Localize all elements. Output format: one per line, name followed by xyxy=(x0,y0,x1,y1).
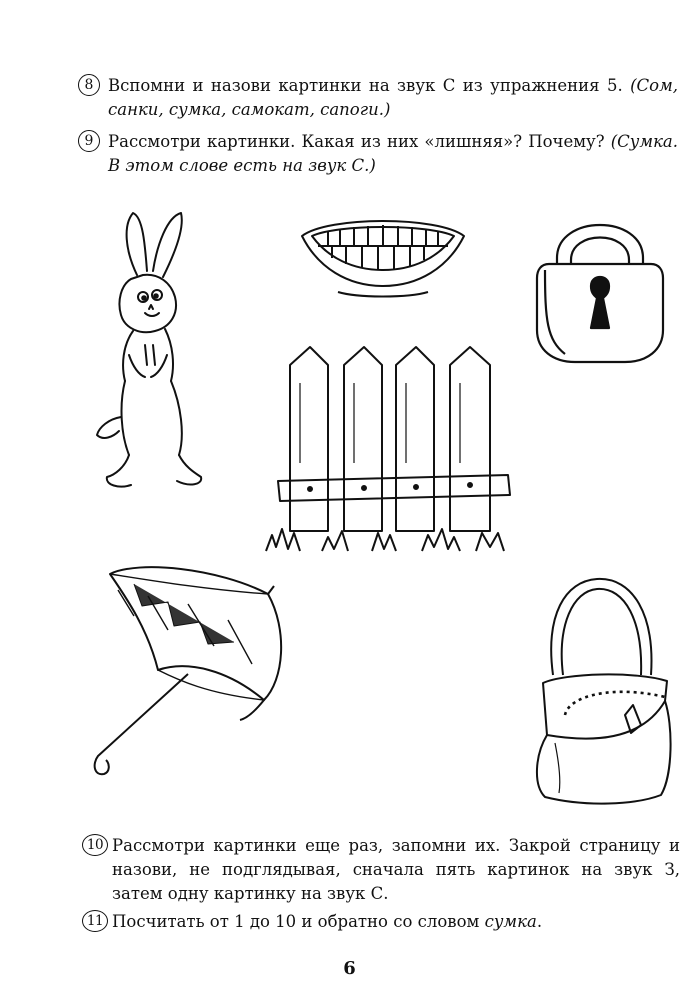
task-8-answer: (Сом, санки, сумка, самокат, сапоги.) xyxy=(108,76,679,119)
task-number-9: 9 xyxy=(78,130,100,152)
task-9-answer: (Сумка. В этом слове есть на звук С.) xyxy=(108,132,678,175)
task-8 xyxy=(78,74,678,122)
task-9-text xyxy=(108,130,678,178)
task-9-instruction: Рассмотри картинки. Какая из них «лишняя»? Почему? xyxy=(108,132,605,151)
task-10 xyxy=(82,834,682,906)
handbag-illustration xyxy=(525,575,675,805)
teeth-illustration xyxy=(298,208,468,298)
task-11-period: . xyxy=(536,912,543,931)
task-11-text xyxy=(112,910,680,934)
task-11-instruction: Посчитать от 1 до 10 и обратно со словом xyxy=(112,912,480,931)
padlock-illustration xyxy=(535,200,665,365)
task-11-italic-word: сумка xyxy=(484,912,537,931)
fence-illustration xyxy=(262,343,517,555)
task-9 xyxy=(78,130,678,178)
task-number-8: 8 xyxy=(78,74,100,96)
task-8-text xyxy=(108,74,678,122)
task-10-text: Рассмотри картинки еще раз, запомни их. Закрой страницу и назови, не подглядывая, сначала пять картинок на звук З, затем одну картинку на звук С. xyxy=(112,836,680,903)
task-number-11: 11 xyxy=(82,910,108,932)
hare-illustration xyxy=(85,205,215,505)
task-11 xyxy=(82,910,682,934)
task-8-instruction: Вспомни и назови картинки на звук С из упражнения 5. xyxy=(108,76,623,95)
task-number-10: 10 xyxy=(82,834,108,856)
umbrella-illustration xyxy=(88,560,298,800)
page-number: 6 xyxy=(343,958,356,979)
